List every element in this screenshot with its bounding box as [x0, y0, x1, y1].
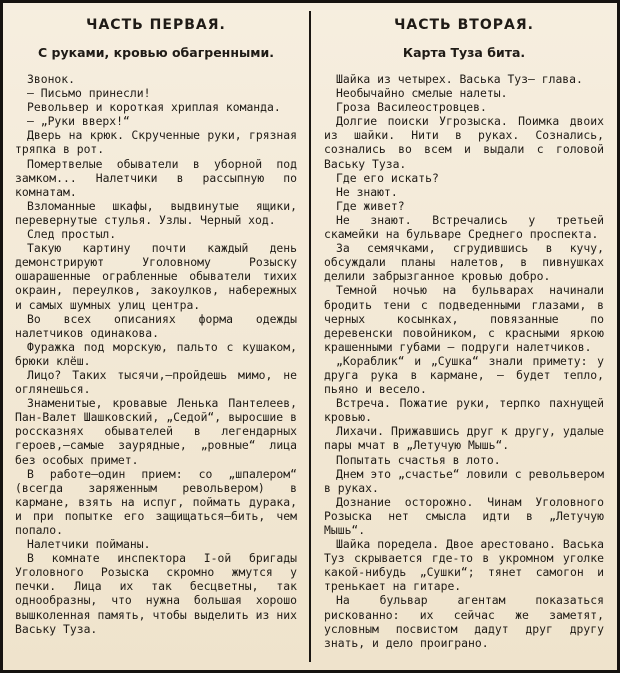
left-paragraph: В комнате инспектора I-ой бригады Уголовного Розыска скромно жмутся у печки. Лица их так бесцветны, так однообразны, что нужна большая хорошо вышколенная память, чтобы выделить из них Ваську Туза. — [15, 551, 297, 636]
right-paragraph: Долгие поиски Угрозыска. Поимка двоих из шайки. Нити в руках. Сознались, сознались во всем и выдали с головой Ваську Туза. — [324, 114, 604, 171]
right-heading: ЧАСТЬ ВТОРАЯ. — [394, 17, 534, 33]
left-body — [15, 72, 297, 636]
left-paragraph: — „Руки вверх!“ — [27, 114, 130, 129]
right-paragraph: Гроза Василеостровцев. — [336, 100, 487, 115]
right-paragraph: Попытать счастья в лото. — [336, 452, 501, 467]
left-column — [7, 3, 303, 670]
left-paragraph: Дверь на крюк. Скрученные руки, грязная тряпка в рот. — [15, 128, 297, 157]
right-paragraph: Не знают. Встречались у третьей скамейки на бульваре Среднего проспекта. — [324, 212, 604, 242]
left-paragraph: В работе—один прием: со „шпалером“ (всегда заряженным револьвером) в кармане, взять на испуг, поймать дурака, и при попытке его защищаться—бить, чем попало. — [15, 466, 297, 537]
left-paragraph: Взломанные шкафы, выдвинутые ящики, перевернутые стулья. Узлы. Черный ход. — [15, 198, 297, 227]
right-paragraph: Днем это „счастье“ ловили с револьвером в руках. — [324, 466, 604, 495]
right-paragraph: За семячками, сгрудившись в кучу, обсуждали планы налетов, в пивнушках делили забрызганное кровью добро. — [324, 241, 604, 284]
right-column — [316, 3, 612, 670]
left-paragraph: Фуражка под морскую, пальто с кушаком, брюки клёш. — [15, 339, 297, 368]
right-paragraph: Лихачи. Прижавшись друг к другу, удалые пары мчат в „Летучую Мышь“. — [324, 424, 604, 453]
left-paragraph: Лицо? Таких тысячи,—пройдешь мимо, не оглянешься. — [15, 367, 297, 397]
left-paragraph: Помертвелые обыватели в уборной под замком... Налетчики в рассыпную по комнатам. — [15, 156, 297, 199]
left-subheading: С руками, кровью обагренными. — [38, 45, 274, 60]
right-paragraph: Темной ночью на бульварах начинали бродить тени с подведенными глазами, в черных косынках, повязанные по деревенски повойником, с красными яркою крашенными губами — подруги налетчиков. — [324, 283, 604, 354]
right-paragraph: Встреча. Пожатие руки, терпко пахнущей кровью. — [324, 396, 604, 425]
right-paragraph: На бульвар агентам показаться рискованно: их сейчас же заметят, условным посвистом дадут друг другу знать, и дело проиграно. — [324, 593, 604, 650]
right-paragraph: Дознание осторожно. Чинам Уголовного Розыска нет смысла идти в „Летучую Мышь“. — [324, 494, 604, 537]
right-body — [324, 72, 604, 650]
right-subheading: Карта Туза бита. — [402, 45, 526, 60]
right-paragraph: Не знают. — [336, 184, 398, 199]
left-paragraph: След простыл. — [27, 227, 117, 242]
left-paragraph: Звонок. — [27, 72, 76, 86]
right-paragraph: Где живет? — [336, 198, 405, 213]
left-paragraph: Знаменитые, кровавые Ленька Пантелеев, Пан-Валет Шашковский, „Седой“, выросшие в россказнях обывателей в легендарных героев,—самые заурядные, „ровные“ лица без особых примет. — [15, 396, 297, 467]
left-paragraph: — Письмо принесли! — [27, 86, 151, 101]
left-paragraph: Револьвер и короткая хриплая команда. — [27, 100, 281, 115]
left-heading: ЧАСТЬ ПЕРВАЯ. — [86, 17, 226, 33]
right-paragraph: Шайка из четырех. Васька Туз— глава. — [336, 72, 583, 86]
right-paragraph: Где его искать? — [336, 170, 439, 185]
right-paragraph: Шайка поредела. Двое арестовано. Васька Туз скрывается где-то в укромном уголке какой-нибудь „Сушки“; тянет самогон и тренькает на гитаре. — [324, 537, 604, 594]
left-paragraph: Налетчики пойманы. — [27, 537, 151, 552]
left-paragraph: Во всех описаниях форма одежды налетчиков одинакова. — [15, 311, 297, 340]
right-paragraph: „Кораблик“ и „Сушка“ знали примету: у друга рука в кармане, — будет тепло, пьяно и весело. — [324, 353, 604, 397]
column-divider — [309, 11, 311, 662]
left-paragraph: Такую картину почти каждый день демонстрируют Уголовному Розыску ошарашенные ограбленные обыватели тихих окраин, переулков, закоулков, набережных и самых шумных улиц центра. — [15, 241, 297, 312]
right-paragraph: Необычайно смелые налеты. — [336, 86, 508, 101]
